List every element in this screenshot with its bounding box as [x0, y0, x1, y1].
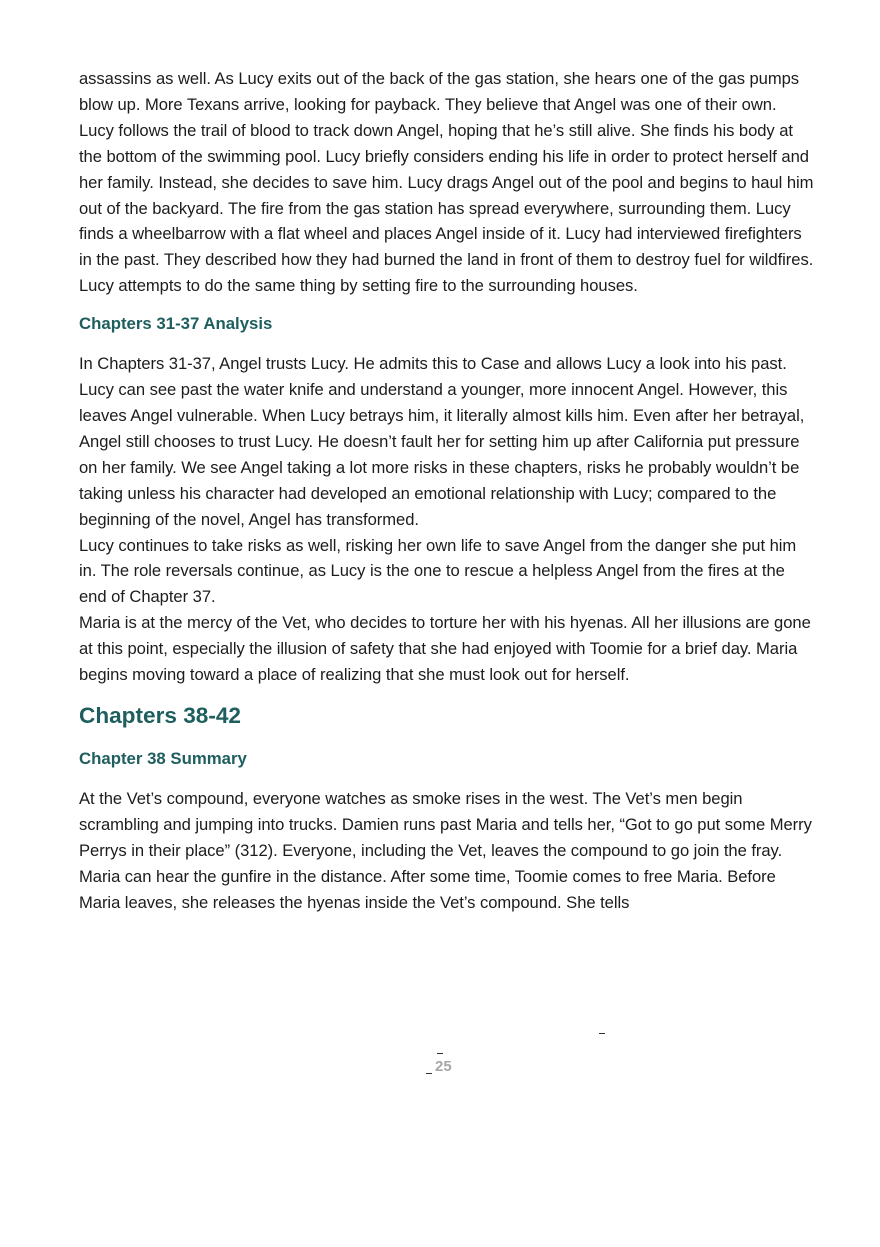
- body-paragraph: At the Vet’s compound, everyone watches as smoke rises in the west. The Vet’s men begin scrambling and jumping into trucks. Damien runs past Maria and tells her, “Got to go put some Merry Perrys in their place” (312). Everyone, including the Vet, leaves the compound to go join the fray. Maria can hear the gunfire in the distance. After some time, Toomie comes to free Maria. Before Maria leaves, she releases the hyenas inside the Vet’s compound. She tells: [79, 788, 812, 912]
- section-heading: Chapters 38-42: [79, 702, 241, 728]
- spacer: [79, 335, 814, 351]
- page-number: 25: [435, 1058, 452, 1075]
- footer-mark: [426, 1073, 432, 1074]
- body-paragraph: Maria is at the mercy of the Vet, who decides to torture her with his hyenas. All her illusions are gone at this point, especially the illusion of safety that she had enjoyed with Toomie for a brief day. Maria begins moving toward a place of realizing that she must look out for herself.: [79, 613, 811, 685]
- footer-mark: [599, 1033, 605, 1034]
- footer-mark: [437, 1053, 443, 1054]
- spacer: [79, 770, 814, 786]
- analysis-heading: Chapters 31-37 Analysis: [79, 314, 273, 334]
- body-paragraph: In Chapters 31-37, Angel trusts Lucy. He admits this to Case and allows Lucy a look into his past. Lucy can see past the water knife and understand a younger, more innocent Angel. However, this leaves Angel vulnerable. When Lucy betrays him, it literally almost kills him. Even after her betrayal, Angel still chooses to trust Lucy. He doesn’t fault her for setting him up after California put pressure on her family. We see Angel taking a lot more risks in these chapters, risks he probably wouldn’t be taking unless his character had developed an emotional relationship with Lucy; compared to the beginning of the novel, Angel has transformed.: [79, 354, 805, 529]
- spacer: [79, 299, 814, 313]
- spacer: [79, 688, 814, 702]
- page-content: [79, 66, 814, 915]
- body-paragraph: Lucy continues to take risks as well, risking her own life to save Angel from the danger she put him in. The role reversals continue, as Lucy is the one to rescue a helpless Angel from the fires at the end of Chapter 37.: [79, 535, 797, 607]
- body-paragraph: assassins as well. As Lucy exits out of the back of the gas station, she hears one of the gas pumps blow up. More Texans arrive, looking for payback. They believe that Angel was one of their own.: [79, 69, 800, 114]
- spacer: [79, 730, 814, 748]
- summary-heading: Chapter 38 Summary: [79, 748, 247, 768]
- body-paragraph: Lucy follows the trail of blood to track down Angel, hoping that he’s still alive. She finds his body at the bottom of the swimming pool. Lucy briefly considers ending his life in order to protect herself and her family. Instead, she decides to save him. Lucy drags Angel out of the pool and begins to haul him out of the backyard. The fire from the gas station has spread everywhere, surrounding them. Lucy finds a wheelbarrow with a flat wheel and places Angel inside of it. Lucy had interviewed firefighters in the past. They described how they had burned the land in front of them to destroy fuel for wildfires. Lucy attempts to do the same thing by setting fire to the surrounding houses.: [79, 120, 814, 296]
